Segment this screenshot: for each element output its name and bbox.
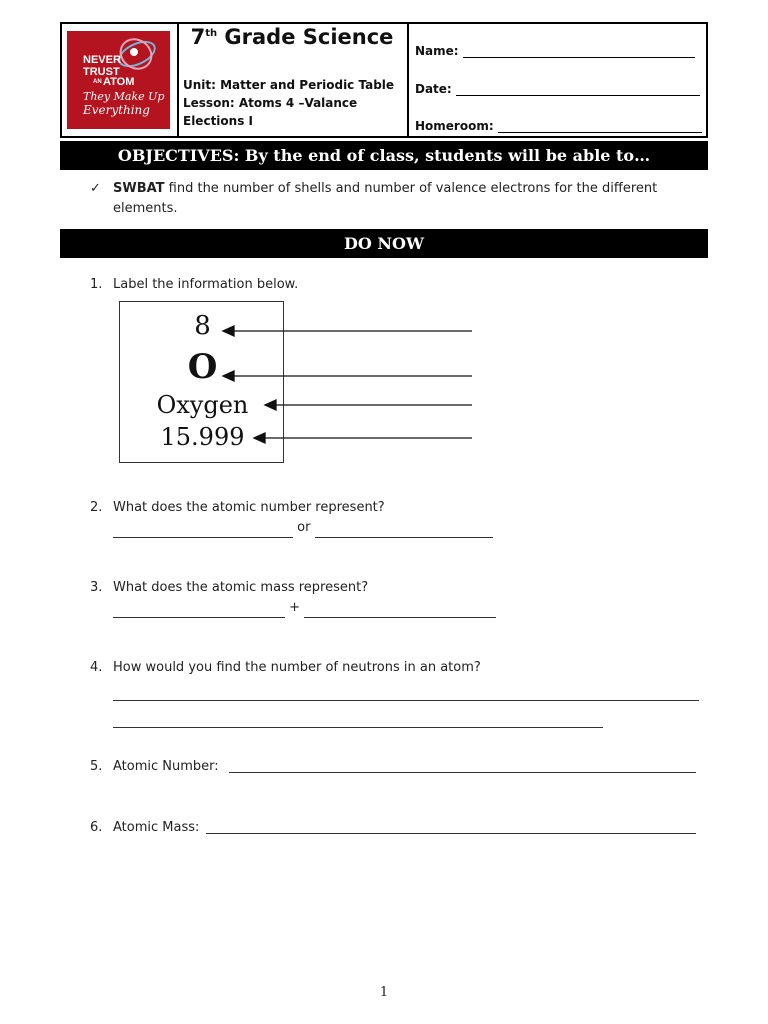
arrow-head-name xyxy=(265,400,276,410)
do-now-heading: DO NOW xyxy=(60,229,708,258)
answer-line[interactable] xyxy=(113,686,699,701)
question-6-number: 6. xyxy=(90,820,103,835)
question-4-text: How would you find the number of neutrons in an atom? xyxy=(113,660,481,675)
question-3-number: 3. xyxy=(90,580,103,595)
arrow-head-mass xyxy=(254,433,265,443)
objective-body: find the number of shells and number of valence electrons for the different elements. xyxy=(113,181,658,216)
arrow-head-symbol xyxy=(223,371,234,381)
question-2-joiner: or xyxy=(297,520,311,535)
logo-line-5: They Make Up xyxy=(83,90,165,103)
question-2-number: 2. xyxy=(90,500,103,515)
question-5-number: 5. xyxy=(90,759,103,774)
title-superscript: th xyxy=(205,28,218,39)
question-3-answer xyxy=(113,598,496,618)
question-5-text: Atomic Number: xyxy=(113,759,219,774)
homeroom-label: Homeroom: xyxy=(415,119,494,133)
question-2-text: What does the atomic number represent? xyxy=(113,500,385,515)
objectives-heading: OBJECTIVES: By the end of class, students will be able to… xyxy=(60,141,708,170)
element-mass: 15.999 xyxy=(160,423,245,451)
element-number: 8 xyxy=(194,311,211,341)
title-number: 7 xyxy=(190,25,206,49)
element-name: Oxygen xyxy=(156,391,249,419)
title-text: Grade Science xyxy=(217,25,394,49)
answer-blank[interactable] xyxy=(113,603,285,618)
name-label: Name: xyxy=(415,44,459,58)
arrow-head-number xyxy=(223,326,234,336)
question-1-text: Label the information below. xyxy=(113,277,299,292)
question-6-text: Atomic Mass: xyxy=(113,820,200,835)
answer-line[interactable] xyxy=(229,758,696,773)
question-4-number: 4. xyxy=(90,660,103,675)
answer-line[interactable] xyxy=(113,713,603,728)
element-symbol: O xyxy=(187,347,218,387)
logo-line-3: AN xyxy=(93,79,102,85)
check-icon: ✓ xyxy=(90,181,101,196)
answer-blank[interactable] xyxy=(315,523,493,538)
logo-line-6: Everything xyxy=(83,103,150,117)
logo-line-4: ATOM xyxy=(103,76,135,88)
swbat-label: SWBAT xyxy=(113,181,165,196)
answer-blank[interactable] xyxy=(304,603,496,618)
question-1-number: 1. xyxy=(90,277,103,292)
question-2-answer xyxy=(113,518,493,538)
question-3-joiner: + xyxy=(289,600,301,615)
answer-line[interactable] xyxy=(206,819,696,834)
date-label: Date: xyxy=(415,82,452,96)
unit-label: Unit: Matter and Periodic Table xyxy=(183,78,395,92)
answer-blank[interactable] xyxy=(113,523,293,538)
question-3-text: What does the atomic mass represent? xyxy=(113,580,369,595)
page-number: 1 xyxy=(379,985,389,1000)
logo-line-1: NEVER xyxy=(83,54,121,66)
logo-line-2: TRUST xyxy=(83,66,120,78)
lesson-label: Lesson: Atoms 4 –Valance Elections I xyxy=(183,96,358,128)
